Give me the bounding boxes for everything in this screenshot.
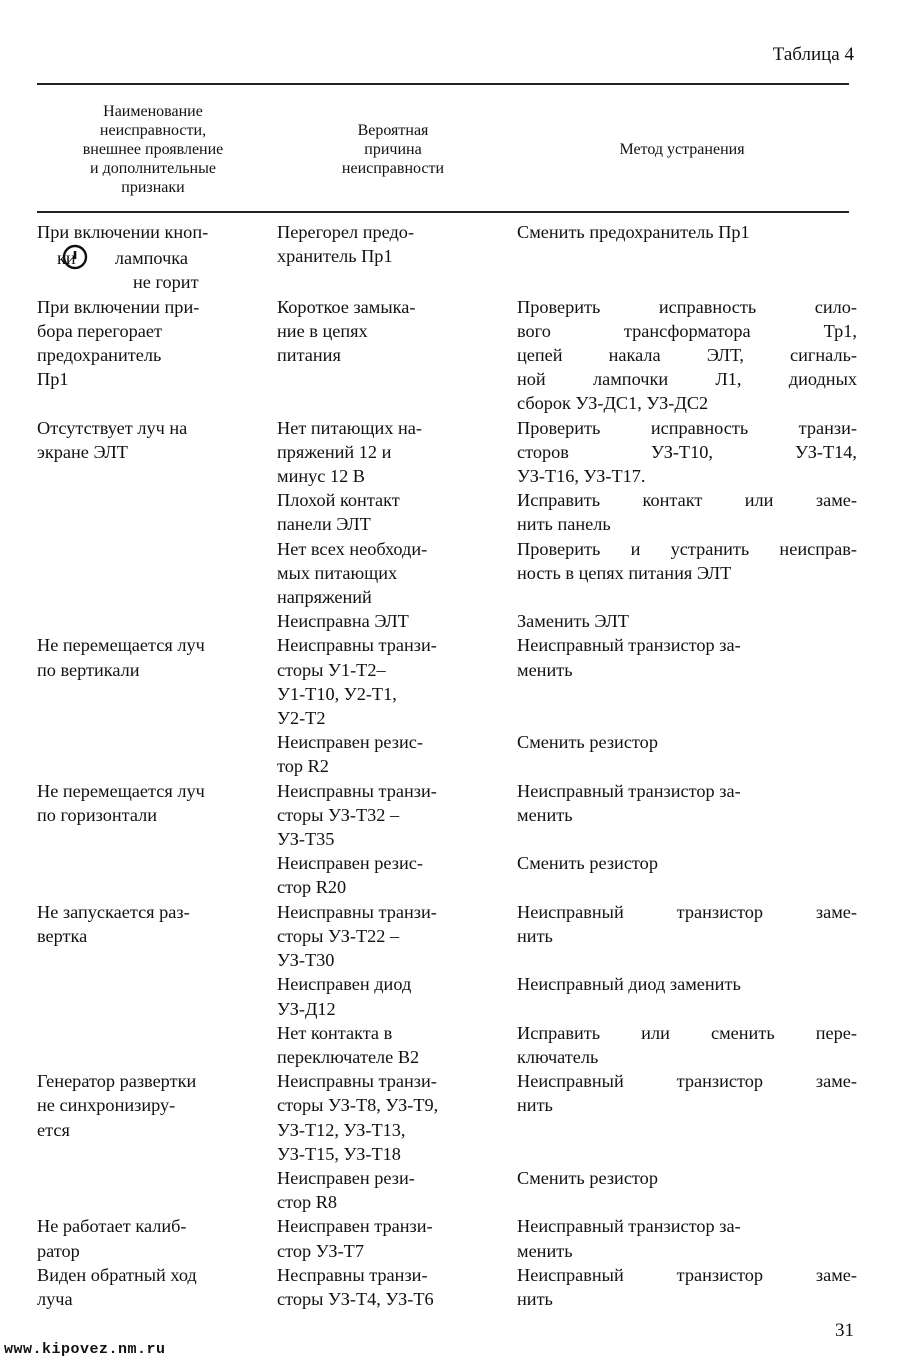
cell-cause <box>277 779 517 852</box>
cell-fault <box>37 295 277 416</box>
remedy-line: менить <box>517 804 573 825</box>
cause-line: Неисправен рези- <box>277 1167 415 1188</box>
cause-line: тор R2 <box>277 756 329 777</box>
fault-line: экране ЭЛТ <box>37 441 128 462</box>
fault-line: вертка <box>37 925 88 946</box>
cell-cause <box>277 1021 517 1069</box>
cell-cause <box>277 1166 517 1214</box>
fault-line: Отсутствует луч на <box>37 417 188 438</box>
cause-line: ние в цепях <box>277 320 368 341</box>
remedy-line: нить <box>517 925 553 946</box>
header-top-rule <box>37 83 849 85</box>
cause-line: питания <box>277 345 341 366</box>
table-row <box>37 633 857 730</box>
table-row <box>37 972 857 1020</box>
fault-line: Не перемещается луч <box>37 635 205 656</box>
header-col-cause <box>275 92 511 207</box>
table-body <box>37 220 857 1311</box>
fault-line: луча <box>37 1288 73 1309</box>
cause-line: сторы УЗ-Т22 – <box>277 925 400 946</box>
cause-line: Нет контакта в <box>277 1022 393 1043</box>
remedy-line: Проверить и устранить неисправ- <box>517 538 857 559</box>
fault-line: предохранитель <box>37 345 162 366</box>
table-row <box>37 851 857 899</box>
cell-remedy <box>517 1069 857 1166</box>
table-label: Таблица 4 <box>772 44 854 65</box>
cause-line: Неисправен диод <box>277 974 412 995</box>
remedy-line: Заменить ЭЛТ <box>517 611 629 632</box>
remedy-line: менить <box>517 659 573 680</box>
cause-line: панели ЭЛТ <box>277 514 371 535</box>
fault-line: не горит <box>133 272 199 293</box>
remedy-line: нить панель <box>517 514 611 535</box>
cause-line: сторы УЗ-Т8, УЗ-Т9, <box>277 1095 439 1116</box>
cause-line: стор УЗ-Т7 <box>277 1240 364 1261</box>
cause-line: мых питающих <box>277 562 398 583</box>
fault-line: Не работает калиб- <box>37 1216 187 1237</box>
power-button-icon <box>82 244 108 270</box>
table-row <box>37 1263 857 1311</box>
header-col-fault <box>37 92 269 207</box>
cell-remedy <box>517 1263 857 1311</box>
cell-remedy <box>517 730 857 778</box>
remedy-line: Неисправный транзистор заме- <box>517 1264 857 1285</box>
remedy-line: Неисправный транзистор заме- <box>517 1071 857 1092</box>
cause-line: УЗ-Т35 <box>277 829 335 850</box>
fault-word: ки <box>57 248 76 269</box>
footer-url: www.kipovez.nm.ru <box>4 1341 166 1358</box>
cause-line: Неисправен транзи- <box>277 1216 433 1237</box>
header-line: внешнее проявление <box>82 141 224 158</box>
cell-fault <box>37 851 277 899</box>
header-line: Наименование <box>103 103 203 120</box>
table-row <box>37 1069 857 1166</box>
cell-fault <box>37 488 277 536</box>
remedy-line: Сменить резистор <box>517 732 658 753</box>
cell-cause <box>277 1263 517 1311</box>
remedy-line: Неисправный транзистор за- <box>517 635 741 656</box>
cause-line: Неисправны транзи- <box>277 635 437 656</box>
cell-fault <box>37 220 277 295</box>
cell-fault <box>37 730 277 778</box>
fault-line: Не перемещается луч <box>37 780 205 801</box>
remedy-line: нить <box>517 1095 553 1116</box>
cause-line: стор R20 <box>277 877 347 898</box>
fault-line: ется <box>37 1119 70 1140</box>
cause-line: УЗ-Т15, УЗ-Т18 <box>277 1143 401 1164</box>
cell-remedy <box>517 779 857 852</box>
cell-cause <box>277 1214 517 1262</box>
cause-line: хранитель Пр1 <box>277 246 393 267</box>
cell-cause <box>277 295 517 416</box>
cause-line: УЗ-Д12 <box>277 998 336 1019</box>
cell-remedy <box>517 295 857 416</box>
cause-line: Нет питающих на- <box>277 417 422 438</box>
fault-line: При включении при- <box>37 296 200 317</box>
table-row <box>37 900 857 973</box>
cell-remedy <box>517 1021 857 1069</box>
cause-line: УЗ-Т30 <box>277 950 335 971</box>
cause-line: Короткое замыка- <box>277 296 416 317</box>
remedy-line: Проверить исправность сило- <box>517 296 857 317</box>
cell-fault <box>37 537 277 610</box>
fault-line: по горизонтали <box>37 804 158 825</box>
cell-remedy <box>517 900 857 973</box>
cell-remedy <box>517 609 857 633</box>
remedy-line: сборок УЗ-ДС1, УЗ-ДС2 <box>517 393 709 414</box>
remedy-line: ной лампочки Л1, диодных <box>517 369 857 390</box>
cell-remedy <box>517 416 857 489</box>
header-line: Вероятная <box>357 122 429 139</box>
cause-line: Несправны транзи- <box>277 1264 428 1285</box>
cause-line: Плохой контакт <box>277 490 400 511</box>
cause-line: Перегорел предо- <box>277 222 415 242</box>
cell-cause <box>277 488 517 536</box>
cell-fault <box>37 1021 277 1069</box>
cause-line: сторы У1-Т2– <box>277 659 386 680</box>
fault-line: Пр1 <box>37 369 69 390</box>
cell-cause <box>277 730 517 778</box>
table-row <box>37 1166 857 1214</box>
header-col-remedy-text <box>619 140 744 159</box>
fault-line: Виден обратный ход <box>37 1264 197 1285</box>
cell-fault <box>37 609 277 633</box>
cause-line: УЗ-Т12, УЗ-Т13, <box>277 1119 406 1140</box>
cause-line: пряжений 12 и <box>277 441 392 462</box>
cell-fault <box>37 1166 277 1214</box>
header-line: неисправности, <box>99 122 207 139</box>
header-line: и дополнительные <box>90 160 216 177</box>
cell-fault <box>37 416 277 489</box>
header-line: причина <box>364 141 422 158</box>
cause-line: напряжений <box>277 587 372 608</box>
fault-line: по вертикали <box>37 659 140 680</box>
cell-fault <box>37 1069 277 1166</box>
cell-cause <box>277 633 517 730</box>
cell-cause <box>277 609 517 633</box>
cell-cause <box>277 416 517 489</box>
fault-line: Не запускается раз- <box>37 901 190 922</box>
remedy-line: ность в цепях питания ЭЛТ <box>517 562 732 583</box>
cause-line: Неисправен резис- <box>277 732 423 753</box>
header-line: признаки <box>121 179 185 196</box>
cell-cause <box>277 537 517 610</box>
table-row <box>37 295 857 416</box>
cause-line: Неисправен резис- <box>277 853 423 874</box>
remedy-line: Неисправный транзистор за- <box>517 1216 741 1237</box>
cell-fault <box>37 633 277 730</box>
cell-cause <box>277 1069 517 1166</box>
cell-remedy <box>517 537 857 610</box>
table-row <box>37 1021 857 1069</box>
cause-line: сторы УЗ-Т4, УЗ-Т6 <box>277 1288 434 1309</box>
fault-line: не синхронизиру- <box>37 1095 176 1116</box>
cell-fault <box>37 779 277 852</box>
cause-line: сторы УЗ-Т32 – <box>277 804 400 825</box>
cell-cause <box>277 220 517 295</box>
cell-cause <box>277 851 517 899</box>
remedy-line: Неисправный диод заменить <box>517 974 741 995</box>
header-col-cause-text <box>342 121 444 178</box>
table-row <box>37 488 857 536</box>
cell-fault <box>37 900 277 973</box>
remedy-line: Сменить предохранитель Пр1 <box>517 222 750 242</box>
header-line: неисправности <box>341 160 445 177</box>
cell-fault <box>37 972 277 1020</box>
fault-line: При включении кноп- <box>37 222 209 242</box>
remedy-line: нить <box>517 1288 553 1309</box>
fault-line: бора перегорает <box>37 320 162 341</box>
cause-line: минус 12 В <box>277 466 366 487</box>
header-line: Метод устранения <box>619 141 745 158</box>
cell-remedy <box>517 972 857 1020</box>
remedy-line: Неисправный транзистор за- <box>517 780 741 801</box>
cell-remedy <box>517 633 857 730</box>
remedy-line: Исправить контакт или заме- <box>517 490 857 511</box>
header-bottom-rule <box>37 211 849 213</box>
remedy-line: Сменить резистор <box>517 853 658 874</box>
cell-remedy <box>517 1214 857 1262</box>
cause-line: Нет всех необходи- <box>277 538 428 559</box>
table-row <box>37 220 857 295</box>
remedy-line: Проверить исправность транзи- <box>517 417 857 438</box>
remedy-line: вого трансформатора Тр1, <box>517 320 857 341</box>
cause-line: переключателе В2 <box>277 1046 420 1067</box>
fault-word: лампочка <box>114 248 188 269</box>
fault-line <box>57 244 271 270</box>
table-row <box>37 537 857 610</box>
cell-cause <box>277 900 517 973</box>
cause-line: Неисправна ЭЛТ <box>277 611 409 632</box>
header-col-remedy <box>515 92 849 207</box>
cell-fault <box>37 1214 277 1262</box>
fault-line: ратор <box>37 1240 80 1261</box>
remedy-line: менить <box>517 1240 573 1261</box>
cell-remedy <box>517 488 857 536</box>
table-row <box>37 730 857 778</box>
remedy-line: Неисправный транзистор заме- <box>517 901 857 922</box>
cell-remedy <box>517 851 857 899</box>
page-number: 31 <box>835 1320 854 1341</box>
cause-line: У1-Т10, У2-Т1, <box>277 683 397 704</box>
cell-remedy <box>517 220 857 295</box>
remedy-line: Сменить резистор <box>517 1167 658 1188</box>
cause-line: Неисправны транзи- <box>277 1071 437 1092</box>
remedy-line: сторов УЗ-Т10, УЗ-Т14, <box>517 441 857 462</box>
cause-line: Неисправны транзи- <box>277 901 437 922</box>
table-row <box>37 1214 857 1262</box>
cause-line: стор R8 <box>277 1192 338 1213</box>
cause-line: Неисправны транзи- <box>277 780 437 801</box>
remedy-line: УЗ-Т16, УЗ-Т17. <box>517 466 646 487</box>
remedy-line: Исправить или сменить пере- <box>517 1022 857 1043</box>
fault-line: Генератор развертки <box>37 1071 197 1092</box>
table-row <box>37 609 857 633</box>
cell-fault <box>37 1263 277 1311</box>
cell-remedy <box>517 1166 857 1214</box>
table-row <box>37 416 857 489</box>
table-row <box>37 779 857 852</box>
header-col-fault-text <box>83 102 224 197</box>
cause-line: У2-Т2 <box>277 708 326 729</box>
remedy-line: цепей накала ЭЛТ, сигналь- <box>517 345 857 366</box>
remedy-line: ключатель <box>517 1046 599 1067</box>
cell-cause <box>277 972 517 1020</box>
